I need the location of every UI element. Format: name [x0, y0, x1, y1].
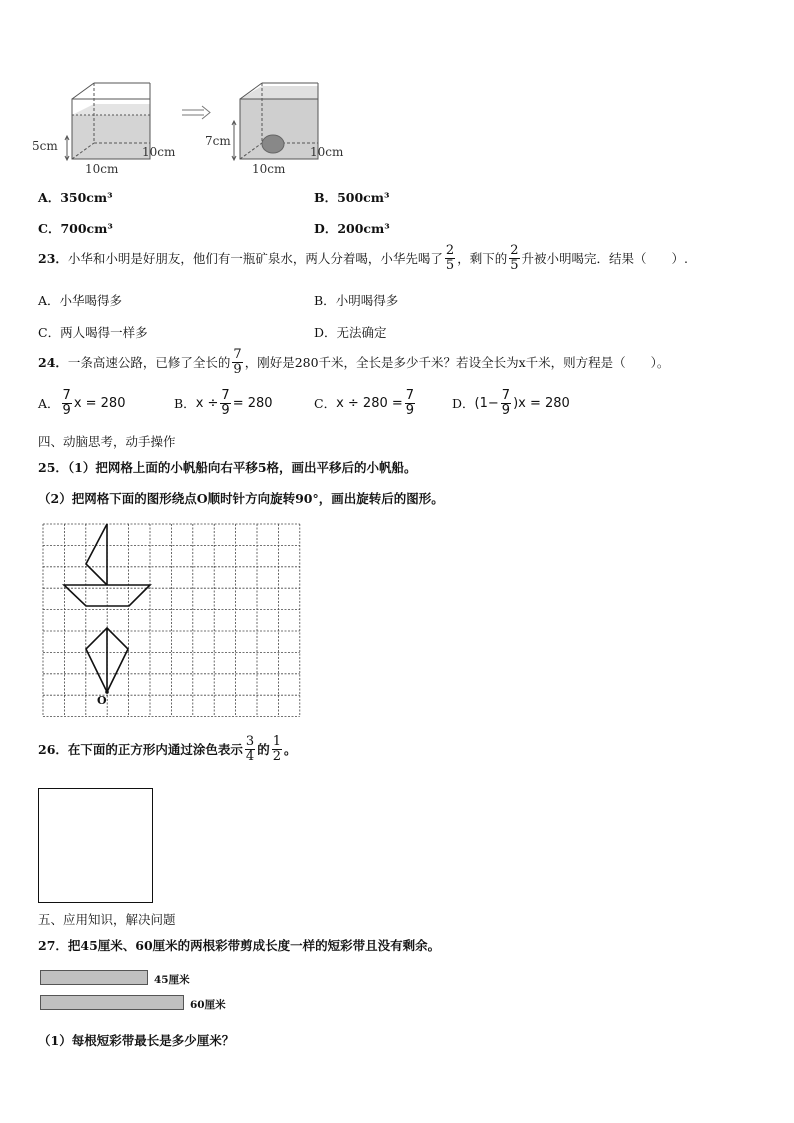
ribbon-45cm-label: 45厘米 — [154, 974, 190, 986]
q23-option-b[interactable] — [314, 291, 398, 309]
numerator: 7 — [501, 388, 511, 403]
option-fraction — [405, 389, 415, 417]
option-equation-post: = 280 — [232, 395, 273, 411]
denominator: 4 — [245, 748, 255, 764]
kite-shape — [86, 628, 128, 692]
left-width-label: 10cm — [142, 145, 176, 159]
right-width-label: 10cm — [310, 145, 344, 159]
option-text: 350cm³ — [60, 190, 113, 205]
q24-option-b[interactable] — [174, 389, 273, 417]
q22-option-b[interactable] — [314, 188, 389, 206]
q24-stem — [38, 348, 669, 376]
numerator: 7 — [233, 347, 242, 362]
denominator: 9 — [221, 402, 230, 418]
denominator: 5 — [510, 257, 519, 273]
q24-option-a[interactable] — [38, 389, 125, 417]
q25-part-2: （2）把网格下面的图形绕点O顺时针方向旋转90°，画出旋转后的图形。 — [38, 491, 444, 506]
option-text: 小华喝得多 — [59, 293, 123, 308]
q22-option-d[interactable] — [314, 219, 390, 237]
q26-drawing-square[interactable] — [38, 788, 153, 903]
q24-text-2: ，刚好是280千米，全长是多少千米？若设全长为x千米，则方程是（ ）。 — [244, 355, 670, 371]
option-text: 小明喝得多 — [335, 293, 399, 308]
option-letter: B． — [174, 396, 196, 412]
option-letter: B． — [314, 293, 336, 308]
option-letter: D． — [452, 396, 475, 412]
q26-text-1: 26．在下面的正方形内通过涂色表示 — [38, 742, 243, 758]
option-letter: C． — [314, 396, 337, 412]
transform-arrow-icon — [182, 106, 210, 119]
numerator: 1 — [272, 734, 281, 749]
q25-part-1: 25．（1）把网格上面的小帆船向右平移5格，画出平移后的小帆船。 — [38, 460, 417, 475]
q23-text-1: 小华和小明是好朋友，他们有一瓶矿泉水，两人分着喝，小华先喝了 — [67, 251, 443, 267]
option-letter: D． — [314, 325, 337, 340]
denominator: 9 — [405, 402, 415, 418]
q26-stem — [38, 735, 297, 763]
left-length-label: 10cm — [85, 162, 119, 176]
option-text: 200cm³ — [337, 221, 390, 236]
q23-option-c[interactable] — [38, 323, 148, 341]
right-length-label: 10cm — [252, 162, 286, 176]
section-4-heading: 四、动脑思考，动手操作 — [38, 434, 176, 449]
denominator: 2 — [272, 748, 281, 764]
numerator: 2 — [510, 243, 519, 258]
left-container — [65, 83, 150, 160]
denominator: 5 — [445, 257, 455, 273]
q23-fraction-2 — [509, 244, 519, 272]
q26-fraction-2 — [272, 735, 282, 763]
option-equation: x = 280 — [73, 395, 126, 411]
option-equation-pre: x ÷ 280 = — [336, 395, 403, 411]
q22-option-a[interactable] — [38, 188, 113, 206]
q23-option-a[interactable] — [38, 291, 122, 309]
q25-grid-figure[interactable] — [40, 520, 302, 720]
q22-option-c[interactable] — [38, 219, 113, 237]
numerator: 3 — [245, 734, 255, 749]
q24-fraction — [232, 348, 242, 376]
numerator: 7 — [62, 388, 71, 403]
option-letter: B． — [314, 190, 338, 205]
option-fraction — [501, 389, 511, 417]
dotted-grid — [43, 524, 300, 717]
option-text: 700cm³ — [60, 221, 113, 236]
ribbon-45cm — [40, 970, 148, 985]
q24-text-1: 一条高速公路，已修了全长的 — [67, 355, 231, 371]
section-5-heading: 五、应用知识，解决问题 — [38, 912, 176, 927]
q23-text-2: ，剩下的 — [457, 251, 508, 267]
question-number: 24． — [38, 355, 68, 371]
option-text: 两人喝得一样多 — [60, 325, 148, 340]
ribbon-60cm — [40, 995, 184, 1010]
point-o-label: O — [97, 694, 107, 707]
option-letter: C． — [38, 221, 61, 236]
question-number: 23． — [38, 251, 68, 267]
q23-option-d[interactable] — [314, 323, 387, 341]
denominator: 9 — [62, 402, 71, 418]
q26-text-3: 。 — [283, 742, 297, 758]
right-container — [232, 83, 318, 160]
option-letter: D． — [314, 221, 338, 236]
option-text: 500cm³ — [337, 190, 390, 205]
option-equation-post: )x = 280 — [513, 395, 570, 411]
q27-sub-question-1: （1）每根短彩带最长是多少厘米？ — [38, 1033, 235, 1048]
left-height-label: 5cm — [32, 139, 58, 153]
option-fraction — [220, 389, 230, 417]
q23-stem — [38, 244, 688, 272]
q24-option-c[interactable] — [314, 389, 417, 417]
option-letter: C． — [38, 325, 61, 340]
option-fraction — [62, 389, 72, 417]
numerator: 7 — [405, 388, 415, 403]
option-letter: A． — [38, 396, 60, 412]
option-equation-pre: (1− — [474, 395, 499, 411]
numerator: 2 — [445, 243, 455, 258]
q26-text-2: 的 — [257, 742, 270, 758]
q26-fraction-1 — [245, 735, 255, 763]
sailboat-shape — [64, 524, 150, 606]
option-letter: A． — [38, 293, 60, 308]
denominator: 9 — [501, 402, 511, 418]
q27-stem: 27．把45厘米、60厘米的两根彩带剪成长度一样的短彩带且没有剩余。 — [38, 938, 441, 953]
q23-fraction-1 — [445, 244, 455, 272]
q23-text-3: 升被小明喝完．结果（ ）. — [521, 251, 688, 267]
water-displacement-figure — [30, 76, 360, 178]
option-equation-pre: x ÷ — [195, 395, 219, 411]
numerator: 7 — [221, 388, 230, 403]
option-text: 无法确定 — [336, 325, 387, 340]
right-height-label: 7cm — [205, 134, 231, 148]
q24-option-d[interactable] — [452, 389, 570, 417]
option-letter: A． — [38, 190, 61, 205]
ribbon-60cm-label: 60厘米 — [190, 999, 226, 1011]
denominator: 9 — [233, 361, 242, 377]
